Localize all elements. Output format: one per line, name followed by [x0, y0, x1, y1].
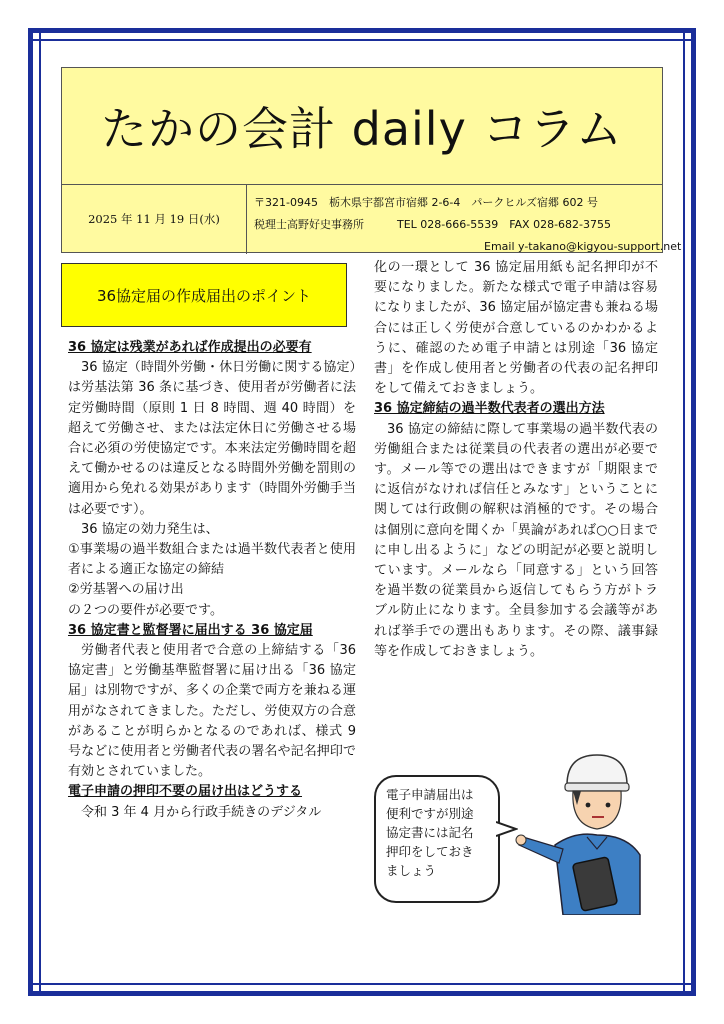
worker-illustration: [515, 745, 650, 915]
section-heading: 電子申請の押印不要の届け出はどうする: [68, 784, 303, 800]
topic-title: 36協定届の作成届出のポイント: [61, 263, 347, 327]
body-paragraph: ②労基署への届け出: [68, 582, 184, 598]
body-paragraph: 化の一環として 36 協定届用紙も記名押印が不要になりました。新たな様式で電子申請は容易になりましたが、36 協定届が協定書も兼ねる場合には正しく労使が合意しているのかわかるように、確認のため電子申請とは別途「36 協定書」を作成し使用者と労働者の代表の記名押印をして備えておきましょう。: [374, 260, 658, 397]
frame-corner: [683, 983, 693, 993]
body-paragraph: ①事業場の過半数組合または過半数代表者と使用者による適正な協定の締結: [68, 542, 356, 578]
office-contact-line: [254, 214, 681, 236]
section-heading: 36 協定は残業があれば作成提出の必要有: [68, 340, 312, 355]
office-email: Email y-takano@kigyou-support.net: [484, 240, 682, 253]
office-name: 税理士高野好史事務所: [254, 218, 364, 231]
office-tel-fax: TEL 028-666-5539 FAX 028-682-3755: [397, 218, 612, 231]
body-paragraph: 36 協定の締結に際して事業場の過半数代表の労働組合または従業員の代表者の選出が必要です。メール等での選出はできますが「期限までに返信がなければ信任とみなす」ということに関しては行政側の解釈は消極的です。その場合は個別に意向を聞くか「異論があれば○○日までに申し出るように」などの明記が必要と説明しています。メールなら「同意する」という回答を過半数の従業員から返信してもらう方がトラブル防止になります。全員参加する会議等があれば挙手での選出もあります。その際、議事録等を作成しておきましょう。: [374, 421, 658, 659]
body-paragraph: 令和 3 年 4 月から行政手続きのデジタル: [81, 804, 322, 820]
office-info: [254, 192, 681, 258]
body-paragraph: 36 協定（時間外労働・休日労働に関する協定）は労基法第 36 条に基づき、使用者が労働者に法定労働時間（原則 1 日 8 時間、週 40 時間）を超えて労働させ、または法定休日に労働させる場合に必須の労使協定です。本来法定労働時間を超えて働かせるのは違反となる時間外労働を罰則の適用から免れる効果があります（時間外労働手当は必要です）。: [68, 360, 356, 517]
frame-corner: [31, 983, 41, 993]
left-column: [68, 338, 356, 823]
speech-bubble: [374, 775, 500, 903]
bubble-line: 協定書には記名: [386, 825, 474, 840]
issue-date: 2025 年 11 月 19 日(水): [62, 184, 247, 254]
bubble-line: 電子申請届出は: [386, 787, 474, 802]
section-heading: 36 協定書と監督署に届出する 36 協定届: [68, 622, 313, 638]
bubble-line: ましょう: [386, 863, 437, 878]
right-column: [374, 258, 658, 662]
body-paragraph: 労働者代表と使用者で合意の上締結する「36 協定書」と労働基準監督署に届け出る「36 協定届」は別物ですが、多くの企業で両方を兼ねる運用がなされてきました。ただし、労使双方の合意があることが明らかとなるのであれば、様式 9 号などに使用者と労働者代表の署名や記名押印で有効とされていました。: [68, 643, 356, 780]
header-box: [61, 67, 682, 253]
office-address: 〒321-0945 栃木県宇都宮市宿郷 2-6-4 パークヒルズ宿郷 602 号: [254, 196, 599, 209]
bubble-line: 便利ですが別途: [386, 806, 474, 821]
page-title: たかの会計 daily コラム: [62, 68, 662, 185]
frame-corner: [683, 31, 693, 41]
body-paragraph: の２つの要件が必要です。: [68, 602, 223, 618]
section-heading: 36 協定締結の過半数代表者の選出方法: [374, 401, 605, 417]
frame-corner: [31, 31, 41, 41]
bubble-line: 押印をしておき: [386, 844, 474, 859]
body-paragraph: 36 協定の効力発生は、: [81, 521, 219, 537]
